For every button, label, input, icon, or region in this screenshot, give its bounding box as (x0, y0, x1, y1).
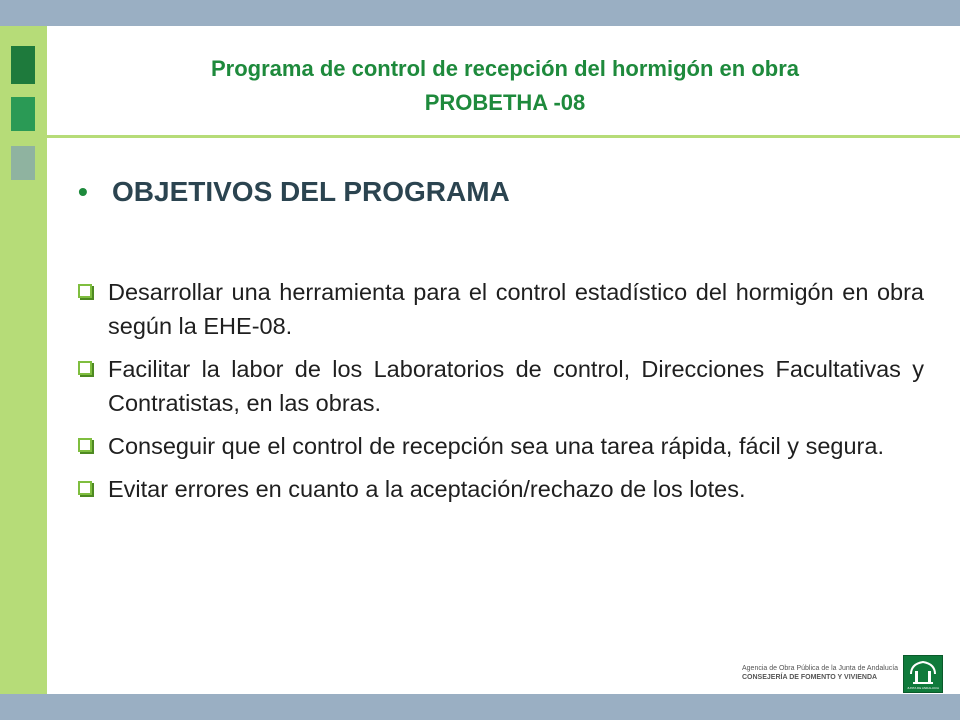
bullet-icon: • (78, 176, 88, 207)
checkbox-bullet-icon (78, 438, 92, 452)
slide-title-line1: Programa de control de recepción del hormigón en obra (211, 56, 799, 81)
list-item (78, 275, 924, 343)
decor-square-dark (11, 46, 35, 84)
footer-credit (742, 664, 899, 683)
bottom-bar (0, 694, 960, 720)
section-heading (78, 172, 510, 212)
checkbox-bullet-icon (78, 361, 92, 375)
list-item (78, 472, 924, 506)
decor-square-light (11, 146, 35, 180)
list-item-text: Facilitar la labor de los Laboratorios de control, Direcciones Facultativas y Contratistas, en las obras. (108, 356, 924, 416)
list-item (78, 429, 924, 463)
section-heading-text: OBJETIVOS DEL PROGRAMA (112, 176, 510, 207)
footer-agency: Agencia de Obra Pública de la Junta de Andalucía (742, 665, 899, 672)
objectives-list (78, 275, 924, 515)
list-item (78, 352, 924, 420)
checkbox-bullet-icon (78, 284, 92, 298)
logo-emblem-icon (904, 656, 942, 692)
footer-ministry: CONSEJERÍA DE FOMENTO Y VIVIENDA (742, 674, 878, 681)
junta-andalucia-logo-icon (903, 655, 943, 693)
slide-title (60, 52, 950, 120)
list-item-text: Conseguir que el control de recepción sea una tarea rápida, fácil y segura. (108, 433, 884, 459)
list-item-text: Evitar errores en cuanto a la aceptación/rechazo de los lotes. (108, 476, 746, 502)
title-underline (47, 135, 960, 138)
list-item-text: Desarrollar una herramienta para el control estadístico del hormigón en obra según la EHE-08. (108, 279, 924, 339)
logo-caption: JUNTA DE ANDALUCIA (906, 686, 940, 690)
decor-square-medium (11, 97, 35, 131)
slide-title-line2: PROBETHA -08 (424, 90, 586, 115)
checkbox-bullet-icon (78, 481, 92, 495)
top-bar (0, 0, 960, 26)
